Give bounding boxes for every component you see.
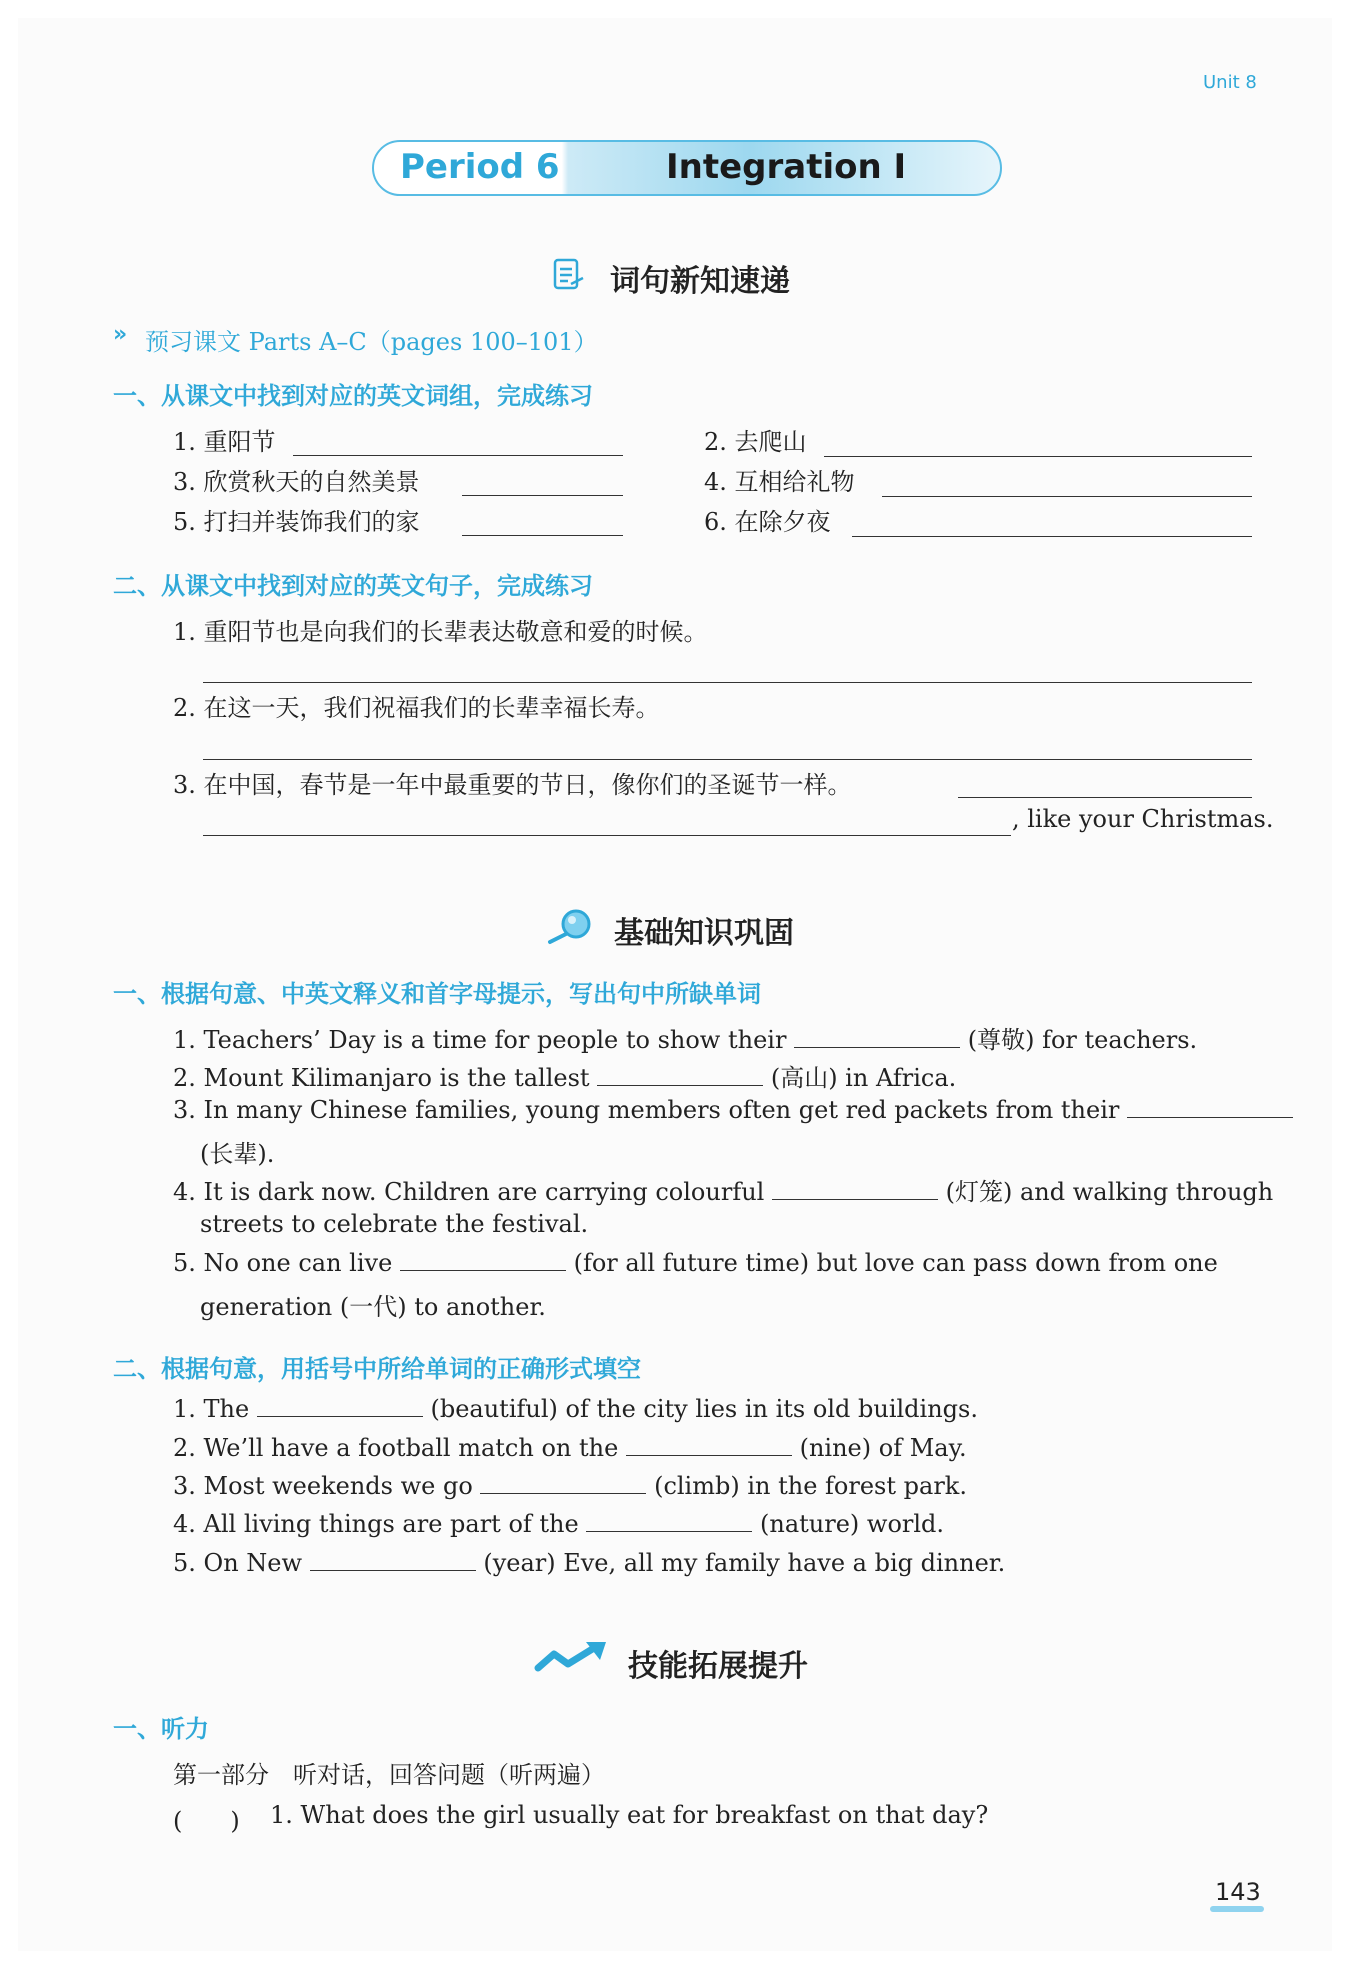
- sentence-item-3: 3. 在中国，春节是一年中最重要的节日，像你们的圣诞节一样。: [173, 771, 852, 799]
- question-text: 5. No one can live: [173, 1249, 393, 1277]
- question-text: 3. In many Chinese families, young members often get red packets from their: [173, 1096, 1120, 1124]
- answer-blank[interactable]: [597, 1065, 763, 1086]
- unit-label: Unit 8: [1203, 72, 1257, 93]
- page-number-underline: [1210, 1906, 1264, 1912]
- answer-blank[interactable]: [310, 1550, 476, 1571]
- answer-line[interactable]: [203, 835, 1011, 836]
- basic1-q4-cont: streets to celebrate the festival.: [200, 1210, 589, 1238]
- answer-blank[interactable]: [824, 456, 1252, 457]
- answer-blank[interactable]: [852, 536, 1252, 537]
- answer-line[interactable]: [958, 797, 1252, 798]
- answer-blank[interactable]: [480, 1473, 646, 1494]
- magnifier-icon: [546, 906, 594, 946]
- phrase-item-2: 2. 去爬山: [704, 428, 807, 456]
- question-text: (beautiful) of the city lies in its old buildings.: [430, 1395, 978, 1423]
- listening-q1: 1. What does the girl usually eat for breakfast on that day?: [270, 1801, 989, 1829]
- sentence-tail: , like your Christmas.: [1012, 805, 1274, 833]
- answer-blank[interactable]: [293, 455, 623, 456]
- question-text: (高山) in Africa.: [770, 1064, 957, 1092]
- trend-up-icon: [534, 1640, 608, 1674]
- basic2-q3: [173, 1472, 967, 1500]
- basic1-q2: [173, 1058, 956, 1093]
- question-text: (nature) world.: [760, 1510, 945, 1538]
- lesson-title: Integration I: [666, 147, 907, 187]
- basic1-q5: [173, 1249, 1218, 1277]
- notes-icon: [553, 258, 585, 292]
- phrase-item-6: 6. 在除夕夜: [704, 508, 831, 536]
- question-text: 2. Mount Kilimanjaro is the tallest: [173, 1064, 590, 1092]
- answer-paren[interactable]: ( ): [173, 1807, 240, 1835]
- section-title-basics: 基础知识巩固: [614, 916, 794, 951]
- question-text: (尊敬) for teachers.: [967, 1026, 1198, 1054]
- answer-blank[interactable]: [462, 535, 623, 536]
- basic1-q1: [173, 1020, 1197, 1055]
- question-text: 5. On New: [173, 1549, 303, 1577]
- question-text: 1. Teachers’ Day is a time for people to show their: [173, 1026, 787, 1054]
- question-text: 1. The: [173, 1395, 250, 1423]
- part2-heading: 二、从课文中找到对应的英文句子，完成练习: [113, 572, 593, 600]
- phrase-item-5: 5. 打扫并装饰我们的家: [173, 508, 420, 536]
- question-text: (climb) in the forest park.: [654, 1472, 967, 1500]
- basic1-q5-cont: generation (一代) to another.: [200, 1293, 546, 1321]
- question-text: (for all future time) but love can pass down from one: [573, 1249, 1218, 1277]
- question-text: (nine) of May.: [799, 1434, 967, 1462]
- listening-heading: 一、听力: [113, 1715, 209, 1743]
- sentence-item-1: 1. 重阳节也是向我们的长辈表达敬意和爱的时候。: [173, 618, 708, 646]
- question-text: 3. Most weekends we go: [173, 1472, 473, 1500]
- answer-blank[interactable]: [882, 496, 1252, 497]
- answer-blank[interactable]: [772, 1179, 938, 1200]
- answer-line[interactable]: [203, 682, 1252, 683]
- basic2-q5: [173, 1549, 1005, 1577]
- answer-line[interactable]: [203, 759, 1252, 760]
- sentence-item-2: 2. 在这一天，我们祝福我们的长辈幸福长寿。: [173, 694, 660, 722]
- question-text: 2. We’ll have a football match on the: [173, 1434, 619, 1462]
- listening-subheading: 第一部分 听对话，回答问题（听两遍）: [173, 1761, 605, 1789]
- answer-blank[interactable]: [626, 1435, 792, 1456]
- period-banner: [372, 140, 1002, 196]
- section-title-vocab: 词句新知速递: [610, 264, 790, 299]
- basic2-q2: [173, 1434, 967, 1462]
- preview-text: 预习课文 Parts A–C（pages 100–101）: [145, 328, 598, 356]
- question-text: 4. It is dark now. Children are carrying colourful: [173, 1178, 765, 1206]
- double-chevron-icon: »: [113, 322, 128, 347]
- question-text: (灯笼) and walking through: [945, 1178, 1274, 1206]
- period-label: Period 6: [400, 147, 560, 187]
- section-title-skills: 技能拓展提升: [628, 1649, 808, 1684]
- part1-heading: 一、从课文中找到对应的英文词组，完成练习: [113, 382, 593, 410]
- basic2-heading: 二、根据句意，用括号中所给单词的正确形式填空: [113, 1355, 641, 1383]
- answer-blank[interactable]: [586, 1511, 752, 1532]
- question-text: 4. All living things are part of the: [173, 1510, 579, 1538]
- answer-blank[interactable]: [400, 1250, 566, 1271]
- basic1-q3: [173, 1096, 1293, 1124]
- question-text: (year) Eve, all my family have a big dinner.: [483, 1549, 1006, 1577]
- basic2-q1: [173, 1395, 978, 1423]
- phrase-item-4: 4. 互相给礼物: [704, 468, 855, 496]
- basic1-q3-cont: (长辈).: [200, 1140, 275, 1168]
- page-number: 143: [1215, 1878, 1261, 1906]
- answer-blank[interactable]: [462, 495, 623, 496]
- answer-blank[interactable]: [257, 1396, 423, 1417]
- phrase-item-3: 3. 欣赏秋天的自然美景: [173, 468, 420, 496]
- basic2-q4: [173, 1510, 944, 1538]
- basic1-heading: 一、根据句意、中英文释义和首字母提示，写出句中所缺单词: [113, 980, 761, 1008]
- answer-blank[interactable]: [794, 1027, 960, 1048]
- basic1-q4: [173, 1172, 1273, 1207]
- answer-blank[interactable]: [1127, 1097, 1293, 1118]
- phrase-item-1: 1. 重阳节: [173, 428, 276, 456]
